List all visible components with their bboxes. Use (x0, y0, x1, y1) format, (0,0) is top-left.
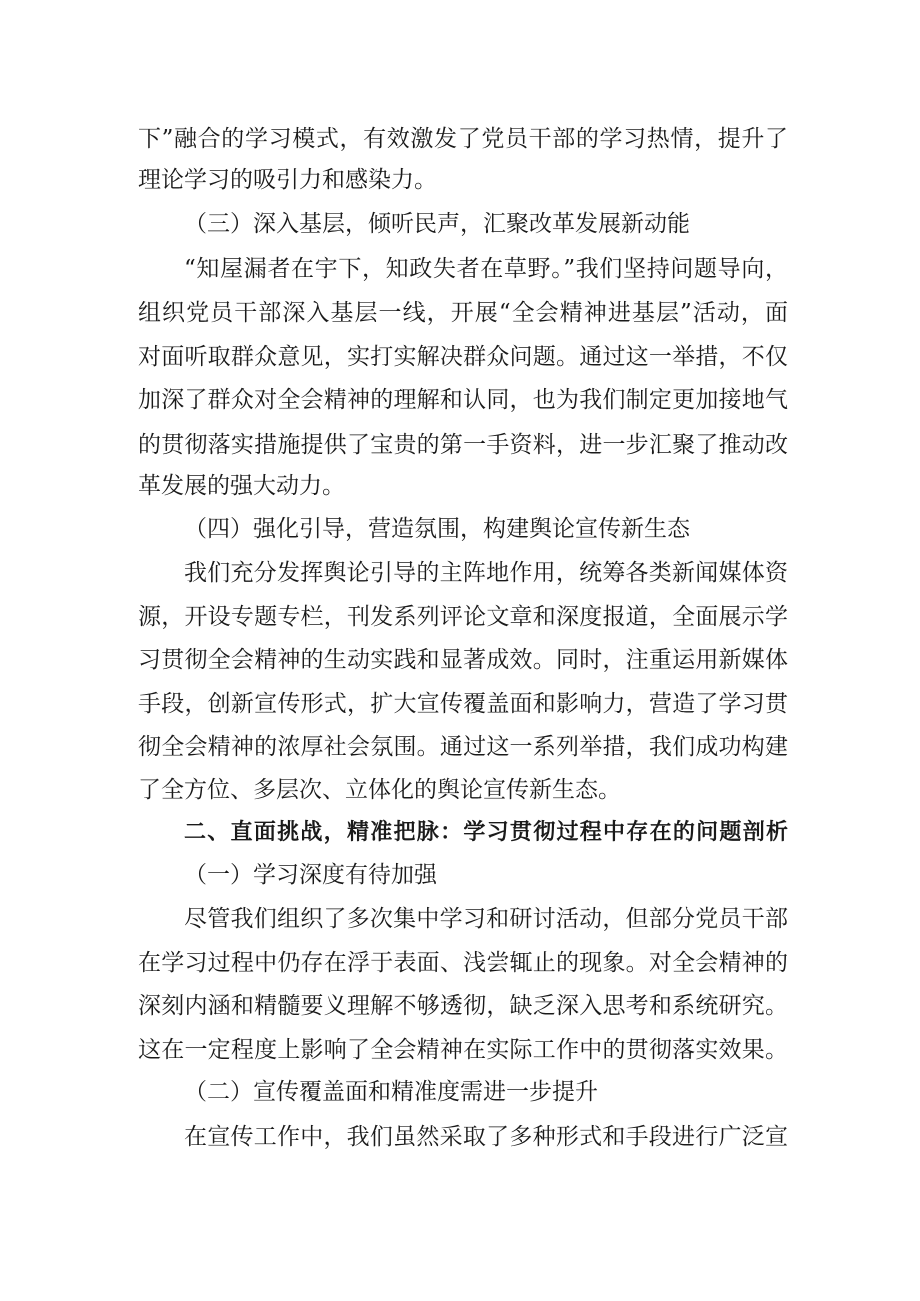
section-heading: （三）深入基层，倾听民声，汇聚改革发展新动能 (184, 211, 690, 237)
section-heading: （四）强化引导，营造氛围，构建舆论宣传新生态 (184, 516, 690, 542)
body-line: 理论学习的吸引力和感染力。 (138, 167, 437, 193)
body-line: 组织党员干部深入基层一线，开展“全会精神进基层”活动，面 (138, 300, 788, 326)
body-line: 的贯彻落实措施提供了宝贵的第一手资料，进一步汇聚了推动改 (138, 432, 788, 458)
body-line: 源，开设专题专栏，刊发系列评论文章和深度报道，全面展示学 (138, 604, 788, 630)
body-line: 这在一定程度上影响了全会精神在实际工作中的贯彻落实效果。 (138, 1037, 788, 1063)
body-line: 在宣传工作中，我们虽然采取了多种形式和手段进行广泛宣 (184, 1124, 788, 1150)
section-heading: （二）宣传覆盖面和精准度需进一步提升 (184, 1079, 598, 1105)
body-line: 革发展的强大动力。 (138, 473, 345, 499)
body-line: 彻全会精神的浓厚社会氛围。通过这一系列举措，我们成功构建 (138, 734, 788, 760)
body-line: 习贯彻全会精神的生动实践和显著成效。同时，注重运用新媒体 (138, 647, 788, 673)
body-line: 手段，创新宣传形式，扩大宣传覆盖面和影响力，营造了学习贯 (138, 691, 788, 717)
body-line: 尽管我们组织了多次集中学习和研讨活动，但部分党员干部 (184, 906, 788, 932)
body-line: 对面听取群众意见，实打实解决群众问题。通过这一举措，不仅 (138, 344, 788, 370)
body-line: 加深了群众对全会精神的理解和认同，也为我们制定更加接地气 (138, 387, 788, 413)
body-line: “知屋漏者在宇下，知政失者在草野。”我们坚持问题导向， (184, 256, 788, 282)
chapter-heading: 二、直面挑战，精准把脉：学习贯彻过程中存在的问题剖析 (184, 820, 788, 845)
body-line: 深刻内涵和精髓要义理解不够透彻，缺乏深入思考和系统研究。 (138, 993, 788, 1019)
body-line: 了全方位、多层次、立体化的舆论宣传新生态。 (138, 777, 621, 803)
section-heading: （一）学习深度有待加强 (184, 862, 437, 888)
body-line: 下”融合的学习模式，有效激发了党员干部的学习热情，提升了 (138, 126, 788, 152)
body-line: 我们充分发挥舆论引导的主阵地作用，统筹各类新闻媒体资 (184, 560, 788, 586)
body-line: 在学习过程中仍存在浮于表面、浅尝辄止的现象。对全会精神的 (138, 950, 788, 976)
